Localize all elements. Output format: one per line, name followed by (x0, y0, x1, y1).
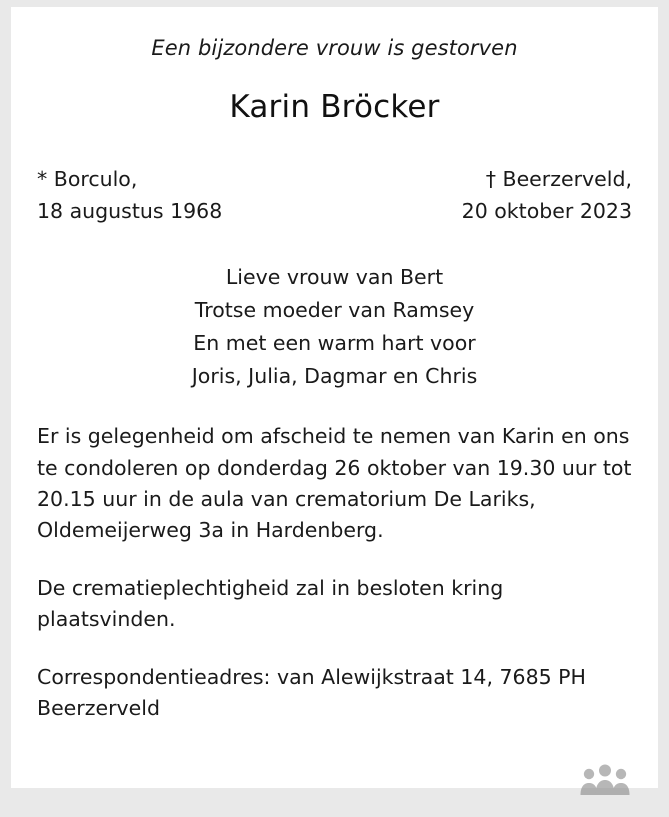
birth-death-dates (37, 164, 632, 228)
obituary-card (11, 7, 658, 788)
family-line: Lieve vrouw van Bert (225, 264, 444, 289)
cremation-paragraph: De crematieplechtigheid zal in besloten kring plaatsvinden. (37, 575, 504, 632)
death-place: † Beerzerveld, (485, 167, 632, 191)
family-line: Joris, Julia, Dagmar en Chris (191, 364, 478, 389)
death-info (462, 164, 632, 228)
birth-info (37, 164, 222, 228)
family-lines (37, 261, 632, 394)
correspondence-paragraph: Correspondentieadres: van Alewijkstraat 14, 7685 PH Beerzerveld (37, 665, 586, 721)
obituary-content (11, 36, 658, 817)
deceased-name: Karin Bröcker (229, 89, 440, 125)
family-line: En met een warm hart voor (193, 330, 476, 355)
family-group-icon (574, 761, 636, 801)
death-date: 20 oktober 2023 (461, 198, 632, 223)
headline: Een bijzondere vrouw is gestorven (151, 36, 518, 60)
family-line: Trotse moeder van Ramsey (194, 297, 475, 322)
ceremony-paragraph: Er is gelegenheid om afscheid te nemen van Karin en ons te condoleren op donderdag 26 oktober van 19.30 uur tot 20.15 uur in de aula van crematorium De Lariks, Oldemeijerweg 3a in Hardenberg. (37, 424, 632, 542)
birth-date: 18 augustus 1968 (37, 198, 223, 223)
birth-place: * Borculo, (37, 167, 138, 191)
